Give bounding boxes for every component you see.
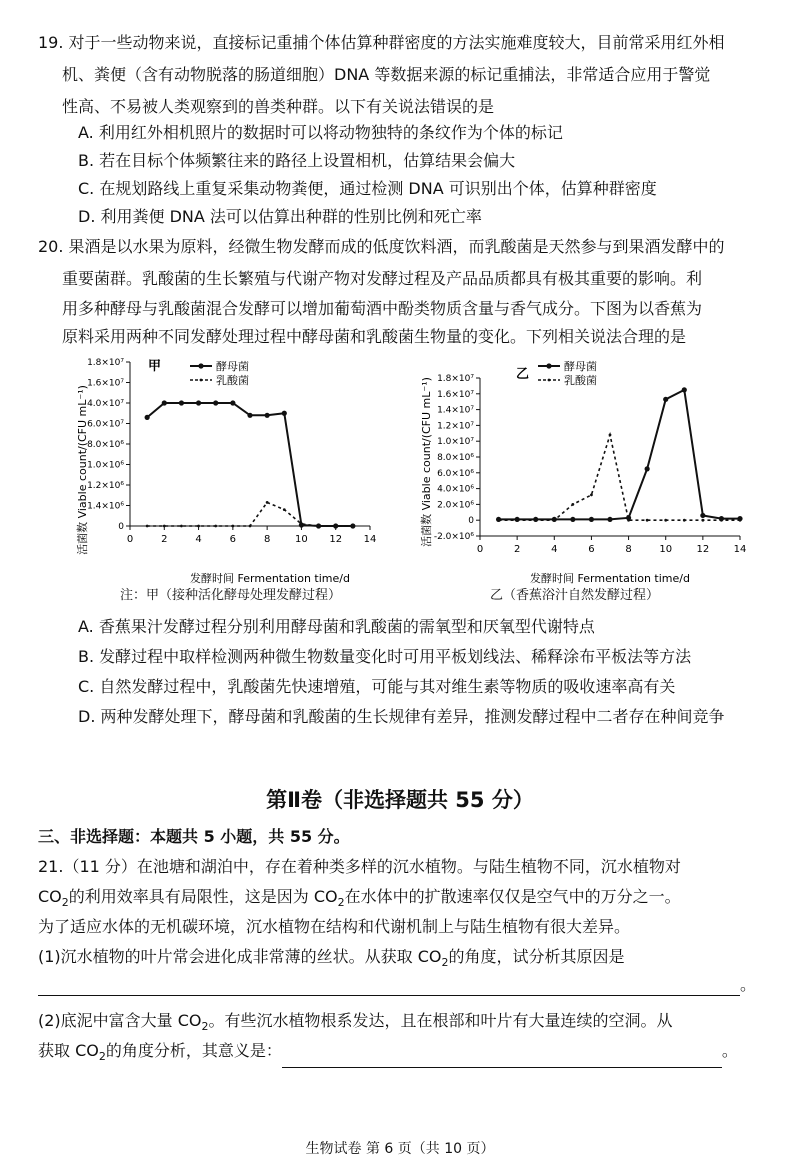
- q21-part2-sub: 2: [201, 1020, 209, 1034]
- chart-point: [300, 523, 303, 526]
- chart-x-tick-label: 8: [625, 544, 632, 555]
- chart-y-tick-label: 8.0×10⁶: [87, 440, 124, 450]
- q21-part1: [38, 946, 625, 974]
- chart-jia-caption: 注：甲（接种活化酵母处理发酵过程）: [120, 588, 342, 603]
- chart-jia: [40, 350, 400, 590]
- q21-line2-sub: 2: [61, 896, 69, 910]
- chart-x-tick-label: 12: [696, 544, 710, 555]
- chart-point: [146, 525, 149, 528]
- chart-point: [664, 519, 667, 522]
- chart-y-tick-label: 1.8×10⁷: [437, 374, 474, 384]
- q21-part2-blank[interactable]: [282, 1047, 722, 1068]
- chart-series-line-1: [499, 435, 740, 520]
- chart-y-tick-label: 4.0×10⁷: [87, 399, 124, 409]
- chart-legend-label: 乳酸菌: [564, 374, 597, 387]
- q19-option-c: C. 在规划路线上重复采集动物粪便，通过检测 DNA 可识别出个体，估算种群密度: [78, 179, 657, 198]
- q21-line3: 为了适应水体的无机碳环境，沉水植物在结构和代谢机制上与陆生植物有很大差异。: [38, 917, 631, 936]
- chart-x-tick-label: 10: [659, 544, 673, 555]
- chart-x-tick-label: 12: [329, 534, 343, 545]
- chart-point: [739, 519, 742, 522]
- chart-point: [607, 517, 612, 522]
- chart-y-tick-label: 1.4×10⁶: [87, 501, 124, 512]
- chart-jia-xlabel: 发酵时间 Fermentation time/d: [190, 572, 350, 585]
- chart-point: [266, 501, 269, 504]
- chart-point: [196, 400, 201, 405]
- q21-part2-d: 的角度分析，其意义是：: [105, 1041, 282, 1060]
- chart-point: [162, 400, 167, 405]
- chart-yi-panel-label: 乙: [516, 367, 530, 382]
- chart-y-tick-label: 1.2×10⁶: [87, 481, 124, 491]
- chart-legend-marker: [548, 379, 551, 382]
- chart-point: [249, 525, 252, 528]
- chart-yi: [410, 350, 770, 590]
- q21-part1-b: 的角度，试分析其原因是: [448, 947, 625, 966]
- chart-legend-marker: [200, 379, 203, 382]
- chart-x-tick-label: 6: [588, 544, 595, 555]
- q20-line3: 用多种酵母与乳酸菌混合发酵可以增加葡萄酒中酚类物质含量与香气成分。下图为以香蕉为: [62, 299, 703, 318]
- chart-series-line-0: [499, 390, 740, 520]
- chart-point: [627, 519, 630, 522]
- chart-point: [163, 525, 166, 528]
- chart-point: [701, 519, 704, 522]
- chart-yi-xlabel: 发酵时间 Fermentation time/d: [530, 572, 690, 585]
- q21-line1: 21.（11 分）在池塘和湖泊中，存在着种类多样的沉水植物。与陆生植物不同，沉水植物对: [38, 857, 681, 876]
- chart-point: [645, 466, 650, 471]
- q20-line1: 20. 果酒是以水果为原料，经微生物发酵而成的低度饮料酒，而乳酸菌是天然参与到果酒发酵中的: [38, 237, 725, 256]
- chart-point: [231, 525, 234, 528]
- q19-line2: 机、粪便（含有动物脱落的肠道细胞）DNA 等数据来源的标记重捕法，非常适合应用于警觉: [62, 65, 711, 84]
- chart-x-tick-label: 8: [263, 534, 271, 545]
- chart-y-tick-label: 0: [118, 522, 124, 532]
- chart-y-tick-label: 6.0×10⁷: [87, 419, 124, 430]
- q20-line2: 重要菌群。乳酸菌的生长繁殖与代谢产物对发酵过程及产品品质都具有极其重要的影响。利: [62, 269, 703, 288]
- chart-point: [570, 517, 575, 522]
- chart-point: [589, 517, 594, 522]
- chart-point: [590, 494, 593, 497]
- chart-series-line-0: [147, 403, 353, 526]
- q21-line2-sub2: 2: [337, 896, 345, 910]
- chart-x-tick-label: 2: [161, 534, 168, 545]
- q21-part2: [38, 1010, 673, 1038]
- q20-option-b: B. 发酵过程中取样检测两种微生物数量变化时可用平板划线法、稀释涂布平板法等方法: [78, 647, 692, 666]
- chart-y-tick-label: 1.6×10⁷: [87, 378, 124, 389]
- chart-point: [351, 525, 354, 528]
- chart-y-tick-label: 2.0×10⁶: [437, 500, 474, 511]
- chart-series-line-1: [147, 502, 353, 526]
- chart-x-tick-label: 14: [733, 544, 747, 555]
- chart-y-tick-label: 6.0×10⁶: [437, 468, 474, 479]
- chart-yi-caption: 乙（香蕉浴汁自然发酵过程）: [490, 588, 660, 603]
- q20-option-c: C. 自然发酵过程中，乳酸菌先快速增殖，可能与其对维生素等物质的吸收速率高有关: [78, 677, 676, 696]
- chart-jia-panel-label: 甲: [148, 359, 162, 374]
- q21-part2-line2: [38, 1040, 738, 1068]
- chart-point: [197, 525, 200, 528]
- q19-option-a: A. 利用红外相机照片的数据时可以将动物独特的条纹作为个体的标记: [78, 123, 563, 142]
- chart-y-tick-label: 1.8×10⁷: [87, 358, 124, 368]
- chart-y-tick-label: 8.0×10⁶: [437, 453, 474, 463]
- chart-point: [179, 400, 184, 405]
- q20-line4: 原料采用两种不同发酵处理过程中酵母菌和乳酸菌生物量的变化。下列相关说法合理的是: [62, 327, 687, 346]
- chart-point: [282, 411, 287, 416]
- q21-part1-answer-line: [38, 974, 756, 996]
- chart-point: [334, 525, 337, 528]
- section-title: 第Ⅱ卷（非选择题共 55 分）: [266, 788, 534, 812]
- chart-point: [180, 525, 183, 528]
- chart-point: [317, 525, 320, 528]
- q21-part2-period: 。: [721, 1041, 738, 1060]
- chart-legend-marker: [546, 363, 551, 368]
- chart-jia-ylabel: 活菌数 Viable count/(CFU mL⁻¹): [76, 385, 89, 555]
- page-footer: 生物试卷 第 6 页（共 10 页）: [305, 1141, 495, 1157]
- chart-point: [609, 433, 612, 436]
- chart-x-tick-label: 4: [195, 534, 202, 545]
- chart-point: [516, 519, 519, 522]
- q19-line1: 19. 对于一些动物来说，直接标记重捕个体估算种群密度的方法实施难度较大，目前常采用红外相: [38, 33, 725, 52]
- chart-point: [663, 397, 668, 402]
- chart-point: [497, 519, 500, 522]
- chart-point: [700, 513, 705, 518]
- chart-legend-label: 酵母菌: [216, 360, 249, 373]
- chart-x-tick-label: 0: [126, 534, 134, 545]
- q21-line2: [38, 886, 681, 914]
- chart-point: [283, 508, 286, 511]
- q20-option-d: D. 两种发酵处理下，酵母菌和乳酸菌的生长规律有差异，推测发酵过程中二者存在种间竞争: [78, 707, 725, 726]
- chart-y-tick-label: 1.0×10⁷: [437, 437, 474, 448]
- q21-part1-blank[interactable]: [38, 975, 740, 996]
- chart-point: [230, 400, 235, 405]
- chart-point: [534, 519, 537, 522]
- chart-point: [571, 503, 574, 506]
- chart-y-tick-label: 4.0×10⁶: [437, 484, 474, 495]
- q19-option-d: D. 利用粪便 DNA 法可以估算出种群的性别比例和死亡率: [78, 207, 482, 226]
- q21-part2-c: 获取 CO: [38, 1041, 99, 1060]
- chart-point: [247, 413, 252, 418]
- chart-legend-label: 乳酸菌: [216, 374, 249, 387]
- chart-point: [720, 519, 723, 522]
- q21-part1-a: (1)沉水植物的叶片常会进化成非常薄的丝状。从获取 CO: [38, 947, 442, 966]
- q21-line2-a: CO: [38, 887, 62, 906]
- chart-point: [683, 519, 686, 522]
- chart-y-tick-label: 1.0×10⁶: [87, 460, 124, 471]
- chart-yi-ylabel: 活菌数 Viable count/(CFU mL⁻¹): [420, 377, 433, 547]
- chart-legend-marker: [198, 363, 203, 368]
- q21-part1-period: 。: [740, 975, 757, 994]
- q21-part2-c-sub: 2: [98, 1050, 106, 1064]
- q21-part1-sub: 2: [441, 956, 449, 970]
- q19-option-b: B. 若在目标个体频繁往来的路径上设置相机，估算结果会偏大: [78, 151, 516, 170]
- chart-x-tick-label: 4: [551, 544, 558, 555]
- q19-line3: 性高、不易被人类观察到的兽类种群。以下有关说法错误的是: [62, 97, 495, 116]
- section-heading: 三、非选择题：本题共 5 小题，共 55 分。: [38, 827, 350, 846]
- chart-legend-label: 酵母菌: [564, 360, 597, 373]
- chart-x-tick-label: 2: [513, 544, 521, 555]
- chart-y-tick-label: 1.2×10⁷: [437, 421, 474, 432]
- chart-point: [265, 413, 270, 418]
- chart-point: [145, 415, 150, 420]
- q21-line2-b: 的利用效率具有局限性，这是因为 CO: [68, 887, 338, 906]
- chart-point: [214, 525, 217, 528]
- chart-x-tick-label: 14: [363, 534, 377, 545]
- q21-line2-c: 在水体中的扩散速率仅仅是空气中的万分之一。: [344, 887, 681, 906]
- chart-x-tick-label: 10: [295, 534, 308, 545]
- q21-part2-b: 。有些沉水植物根系发达，且在根部和叶片有大量连续的空洞。从: [208, 1011, 673, 1030]
- q21-part2-a: (2)底泥中富含大量 CO: [38, 1011, 202, 1030]
- chart-x-tick-label: 6: [229, 534, 237, 545]
- chart-y-tick-label: 0: [468, 516, 474, 527]
- chart-x-tick-label: 0: [476, 544, 484, 555]
- chart-y-tick-label: 1.4×10⁷: [437, 405, 474, 416]
- chart-point: [213, 400, 218, 405]
- chart-point: [553, 519, 556, 522]
- chart-y-tick-label: 1.6×10⁷: [437, 389, 474, 400]
- q20-option-a: A. 香蕉果汁发酵过程分别利用酵母菌和乳酸菌的需氧型和厌氧型代谢特点: [78, 617, 595, 636]
- chart-point: [646, 519, 649, 522]
- chart-y-tick-label: -2.0×10⁶: [433, 532, 474, 542]
- chart-point: [682, 387, 687, 392]
